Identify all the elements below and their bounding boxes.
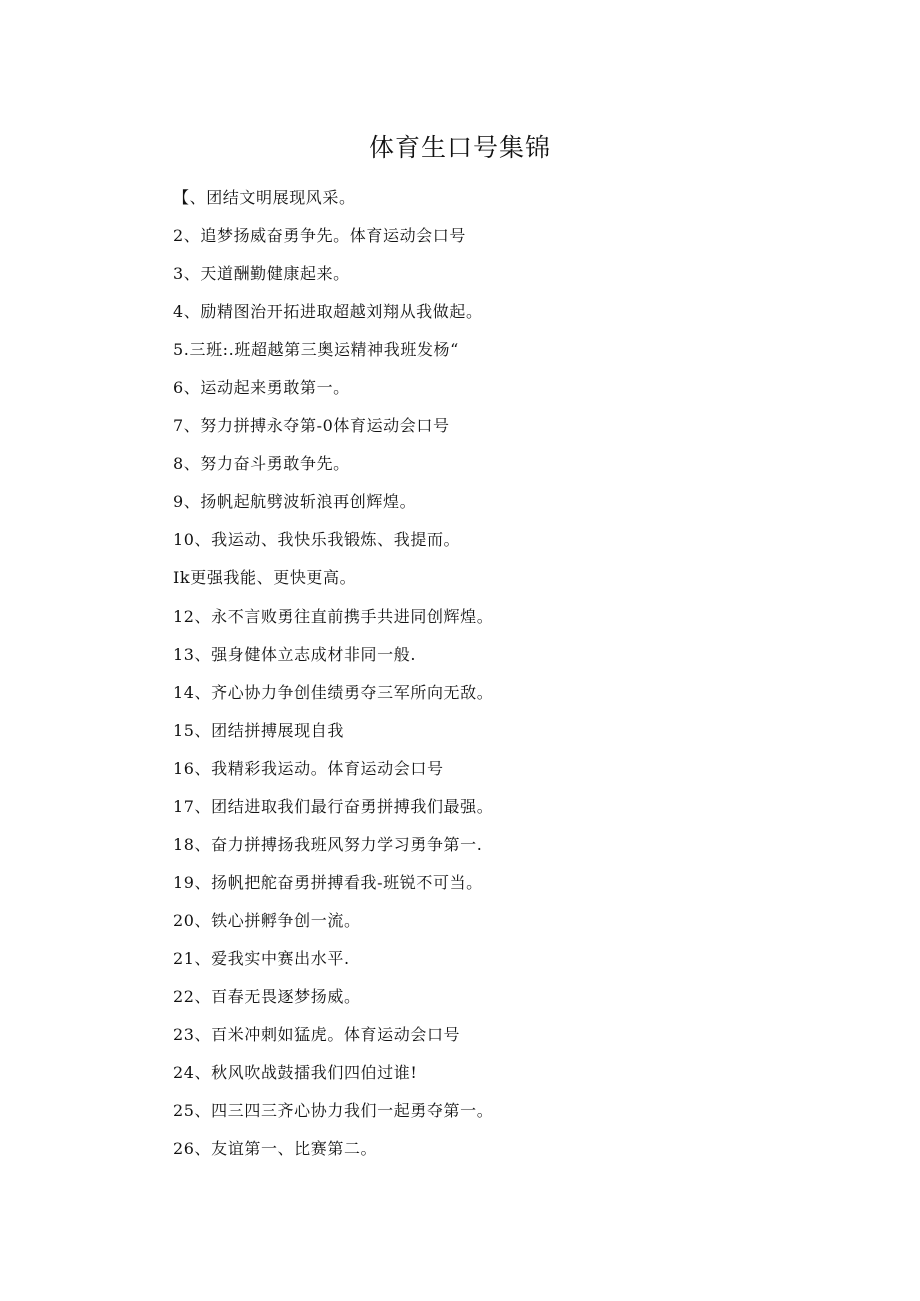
list-item: 14、齐心协力争创佳绩勇夺三军所向无敌。 — [173, 682, 494, 702]
list-item: 6、运动起来勇敢第一。 — [173, 378, 350, 398]
list-item: 18、奋力拼搏扬我班风努力学习勇争第一. — [173, 834, 483, 854]
list-item: 3、天道酬勤健康起来。 — [173, 264, 350, 284]
list-item: 10、我运动、我快乐我锻炼、我提而。 — [173, 530, 461, 550]
list-item: 9、扬帆起航劈波斩浪再创辉煌。 — [173, 492, 417, 512]
list-item: 24、秋风吹战鼓擂我们四伯过谁! — [173, 1063, 418, 1083]
list-item: 13、强身健体立志成材非同一般. — [173, 644, 417, 664]
list-item: 25、四三四三齐心协力我们一起勇夺第一。 — [173, 1101, 494, 1121]
list-item: 15、团结拼搏展现自我 — [173, 720, 344, 740]
list-item: 22、百春无畏逐梦扬威。 — [173, 986, 361, 1006]
list-item: 4、励精图治开拓进取超越刘翔从我做起。 — [173, 302, 483, 322]
list-item: 23、百米冲刺如猛虎。体育运动会口号 — [173, 1025, 461, 1045]
list-item: 7、努力拼搏永夺第-0体育运动会口号 — [173, 416, 450, 436]
list-item: 26、友谊第一、比赛第二。 — [173, 1139, 378, 1159]
list-item: 8、努力奋斗勇敢争先。 — [173, 454, 350, 474]
list-item: 【、团结文明展现风采。 — [173, 188, 356, 207]
list-item: 17、团结进取我们最行奋勇拼搏我们最强。 — [173, 796, 494, 816]
list-item: 20、铁心拼孵争创一流。 — [173, 910, 361, 930]
list-item: 2、追梦扬威奋勇争先。体育运动会口号 — [173, 226, 466, 246]
list-item: 19、扬帆把舵奋勇拼搏看我-班锐不可当。 — [173, 872, 483, 892]
page-title: 体育生口号集锦 — [368, 133, 551, 162]
list-item: 5.三班:.班超越第三奥运精神我班发杨“ — [173, 340, 459, 360]
list-item: 21、爱我实中赛出水平. — [173, 948, 350, 968]
list-item: 16、我精彩我运动。体育运动会口号 — [173, 758, 444, 778]
slogan-list — [173, 181, 733, 1170]
list-item: Ik更强我能、更快更高。 — [173, 568, 357, 588]
list-item: 12、永不言败勇往直前携手共进同创辉煌。 — [173, 606, 494, 626]
